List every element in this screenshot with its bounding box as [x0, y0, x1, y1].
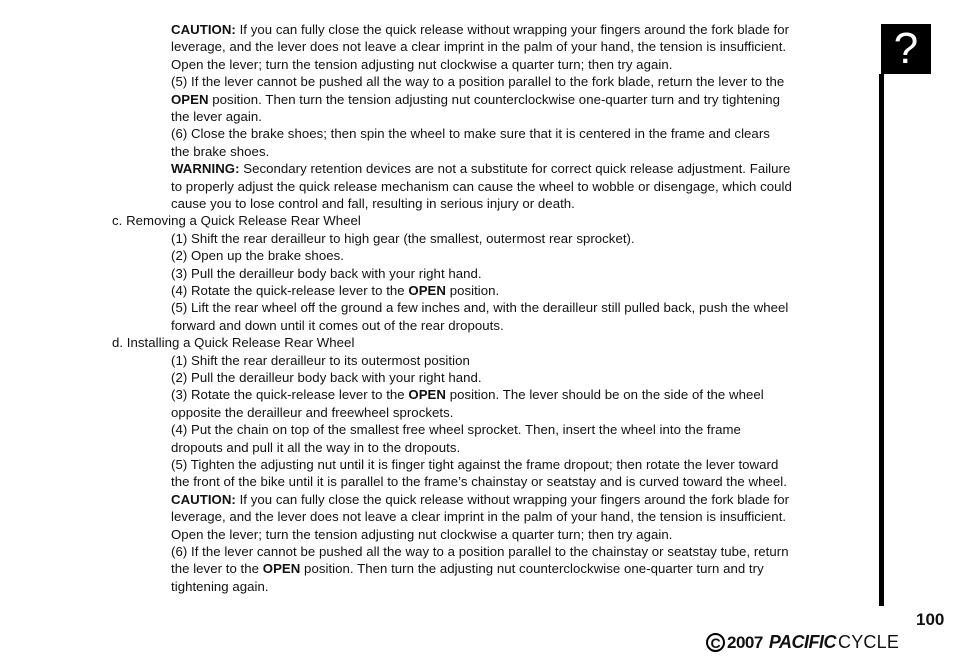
emphasis-text: OPEN: [171, 91, 209, 107]
text-line: [171, 421, 741, 438]
text-line: [171, 386, 764, 403]
text-line: [171, 21, 789, 38]
text-run: leverage, and the lever does not leave a clear imprint in the palm of your hand, the tension is insufficient.: [171, 509, 787, 525]
text-line: [171, 473, 787, 490]
text-run: Open the lever; turn the tension adjusting nut clockwise a quarter turn; then try again.: [171, 526, 673, 542]
text-run: opposite the derailleur and freewheel sprockets.: [171, 404, 454, 420]
text-run: Secondary retention devices are not a substitute for correct quick release adjustment. Failure: [239, 161, 791, 177]
text-line: [171, 108, 262, 125]
text-run: If you can fully close the quick release without wrapping your fingers around the fork blade for: [235, 22, 790, 37]
text-run: (2) Pull the derailleur body back with your right hand.: [171, 370, 482, 385]
text-run: forward and down until it comes out of the rear dropouts.: [171, 317, 504, 333]
text-line: [171, 282, 499, 299]
text-line: [171, 56, 672, 73]
text-run: cause you to lose control and fall, resulting in serious injury or death.: [171, 196, 575, 211]
text-run: the lever again.: [171, 109, 262, 124]
text-line: [171, 247, 344, 264]
text-run: d. Installing a Quick Release Rear Wheel: [112, 335, 355, 351]
help-glyph: ?: [893, 24, 919, 73]
text-line: [171, 560, 764, 577]
text-line: [171, 143, 269, 160]
text-line: [171, 125, 770, 142]
text-run: position. The lever should be on the side of the wheel: [445, 387, 764, 403]
text-run: the lever to the: [171, 561, 263, 577]
text-line: [171, 456, 778, 473]
text-line: [171, 38, 786, 55]
text-line: [171, 491, 789, 508]
copyright-year: 2007: [727, 632, 763, 652]
text-line: [171, 369, 482, 386]
text-line: [171, 178, 792, 195]
text-run: (5) If the lever cannot be pushed all the way to a position parallel to the fork blade, return the lever to the: [171, 74, 785, 90]
text-run: the front of the bike until it is parallel to the frame’s chainstay or seatstay and is curved toward the wheel.: [171, 474, 787, 490]
text-run: (5) Lift the rear wheel off the ground a few inches and, with the derailleur still pulled back, push the wheel: [171, 300, 789, 316]
copyright-symbol: C: [710, 634, 721, 651]
text-run: leverage, and the lever does not leave a clear imprint in the palm of your hand, the tension is insufficient.: [171, 39, 787, 55]
text-line: [171, 578, 269, 595]
text-line: [171, 352, 470, 369]
text-line: [171, 160, 790, 177]
text-line: [171, 265, 482, 282]
text-line: [171, 439, 460, 456]
text-line: [171, 526, 672, 543]
text-line: [171, 299, 788, 316]
section-heading: [112, 212, 361, 229]
text-run: (3) Pull the derailleur body back with your right hand.: [171, 265, 482, 281]
text-run: c. Removing a Quick Release Rear Wheel: [112, 213, 361, 229]
text-run: If you can fully close the quick release without wrapping your fingers around the fork blade for: [235, 491, 790, 507]
emphasis-text: OPEN: [408, 283, 446, 298]
text-run: the brake shoes.: [171, 143, 270, 159]
text-line: [171, 317, 504, 334]
brand-name-light: CYCLE: [838, 632, 900, 652]
text-line: [171, 230, 635, 247]
text-run: tightening again.: [171, 578, 269, 594]
text-run: (2) Open up the brake shoes.: [171, 248, 344, 264]
text-run: dropouts and pull it all the way in to the dropouts.: [171, 439, 461, 455]
text-line: [171, 508, 786, 525]
emphasis-text: WARNING:: [171, 161, 240, 177]
help-question-icon: [881, 24, 931, 74]
text-run: position. Then turn the tension adjusting nut counterclockwise one-quarter turn and try tightening: [208, 91, 780, 107]
text-run: (1) Shift the rear derailleur to its outermost position: [171, 352, 470, 368]
footer-brand: [706, 632, 899, 653]
text-run: (1) Shift the rear derailleur to high gear (the smallest, outermost rear sprocket).: [171, 230, 635, 246]
copyright-icon: [706, 633, 725, 652]
text-line: [171, 73, 784, 90]
emphasis-text: OPEN: [262, 561, 301, 577]
text-run: to properly adjust the quick release mechanism can cause the wheel to wobble or disengage, which could: [171, 178, 792, 194]
text-run: (4) Rotate the quick-release lever to the: [171, 283, 409, 298]
text-run: position. Then turn the adjusting nut counterclockwise one-quarter turn and try: [300, 561, 764, 577]
text-line: [171, 543, 789, 560]
text-run: (3) Rotate the quick-release lever to the: [171, 387, 409, 403]
text-line: [171, 195, 575, 212]
text-run: Open the lever; turn the tension adjusting nut clockwise a quarter turn; then try again.: [171, 56, 673, 72]
page-number: 100: [916, 610, 945, 629]
text-line: [171, 404, 453, 421]
emphasis-text: CAUTION:: [171, 22, 236, 37]
text-run: (6) If the lever cannot be pushed all the way to a position parallel to the chainstay or seatstay tube, return: [171, 544, 789, 559]
text-run: (5) Tighten the adjusting nut until it is finger tight against the frame dropout; then rotate the lever toward: [171, 457, 779, 472]
text-run: (4) Put the chain on top of the smallest free wheel sprocket. Then, insert the wheel into the frame: [171, 422, 741, 438]
emphasis-text: OPEN: [408, 387, 446, 403]
sidebar-rule: [879, 74, 884, 606]
brand-name-bold: PACIFIC: [768, 632, 836, 652]
text-run: (6) Close the brake shoes; then spin the wheel to make sure that it is centered in the frame and clears: [171, 126, 770, 142]
text-run: position.: [445, 283, 500, 298]
text-line: [171, 91, 780, 108]
section-heading: [112, 334, 354, 351]
emphasis-text: CAUTION:: [171, 491, 236, 507]
